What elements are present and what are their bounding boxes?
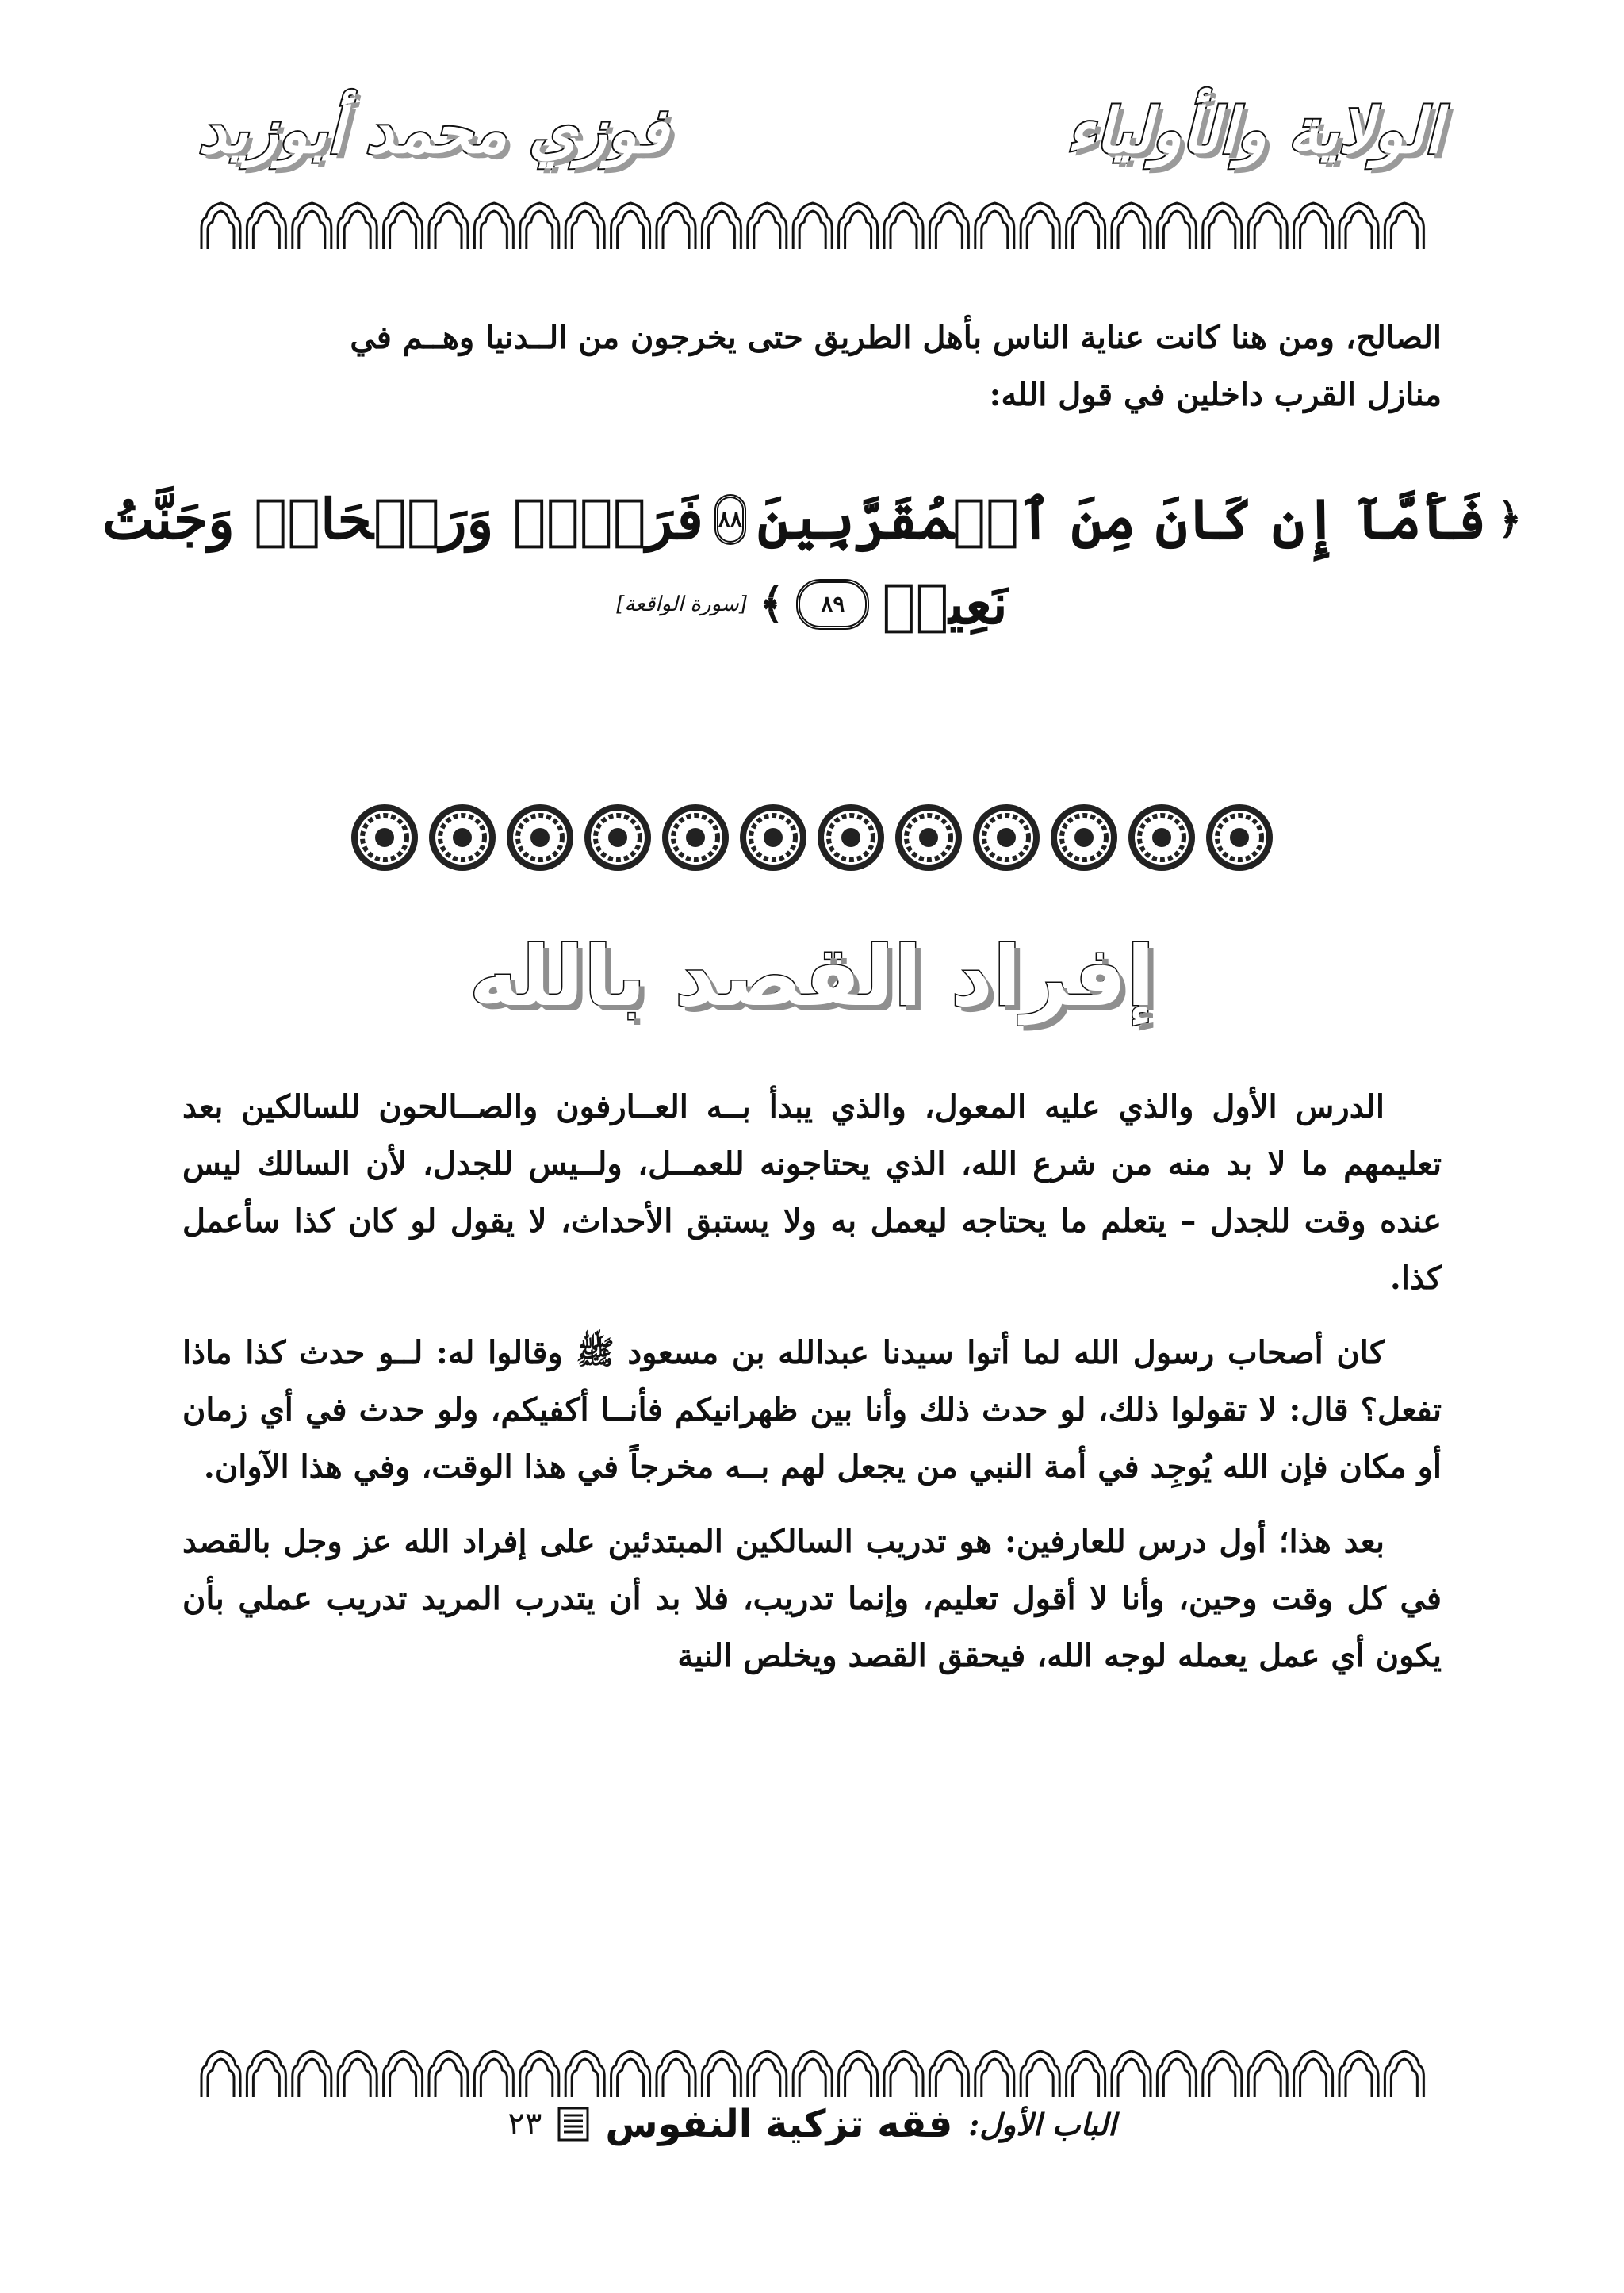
paragraph: بعد هذا؛ أول درس للعارفين: هو تدريب السالكين المبتدئين على إفراد الله عز وجل بالقصد في كل وقت وحين، وأنا لا أقول تعليم، وإنما تدريب، فلا بد أن يتدرب المريد تدريب عملي بأن يكون أي عمل يعمله لوجه الله، فيحقق القصد ويخلص النية bbox=[182, 1523, 1442, 1674]
footer-book-title: فقه تزكية النفوس bbox=[605, 2102, 953, 2146]
body-text bbox=[182, 1079, 1442, 1702]
paragraph: الدرس الأول والذي عليه المعول، والذي يبدأ بــه العــارفون والصــالحون للسالكين بعد تعليمهم ما لا بد منه من شرع الله، الذي يحتاجونه للعمــل، ولــيس للجدل، لأن السالك ليس عنده وقت للجدل – يتعلم ما يحتاجه ليعمل به ولا يستبق الأحداث، لا يقول لو كان كذا سأعمل كذا. bbox=[182, 1088, 1442, 1297]
verse-line-2 bbox=[182, 571, 1442, 637]
quran-verse bbox=[102, 476, 1522, 637]
surah-reference: [سورة الواقعة] bbox=[616, 592, 747, 616]
verse-open-bracket: ﴿ bbox=[1497, 495, 1522, 543]
ornament-medallion-icon bbox=[426, 801, 499, 874]
page-header bbox=[182, 95, 1442, 190]
ayah-number-89: ٨٩ bbox=[796, 579, 869, 630]
ornament-medallion-icon bbox=[970, 801, 1043, 874]
ornament-medallion-icon bbox=[1203, 801, 1276, 874]
ornament-medallion-icon bbox=[1048, 801, 1120, 874]
author-name: فوزي محمد أبوزيد bbox=[198, 95, 668, 167]
ornament-medallion-icon bbox=[659, 801, 732, 874]
paragraph: كان أصحاب رسول الله لما أتوا سيدنا عبدالله بن مسعود ﷺ وقالوا له: لــو حدث كذا ماذا تفعل؟ قال: لا تقولوا ذلك، لو حدث ذلك وأنا بين ظهرانيكم فأنــا أكفيكم، ولو حدث في أي زمان أو مكان فإن الله يُوجِد في أمة النبي من يجعل لهم بــه مخرجاً في هذا الوقت، وفي هذا الآوان. bbox=[182, 1334, 1442, 1486]
ayah-number-88: ٨٨ bbox=[714, 494, 746, 545]
verse-text-part-2: فَرَوۡحٞ وَرَيۡحَانٞ وَجَنَّتُ bbox=[102, 486, 703, 552]
intro-paragraph bbox=[182, 309, 1442, 424]
verse-close-bracket: ﴾ bbox=[759, 580, 784, 628]
verse-text-part-1: فَأَمَّآ إِن كَانَ مِنَ ٱلۡمُقَرَّبِينَ bbox=[756, 486, 1487, 552]
arch-border-top bbox=[198, 197, 1427, 252]
arch-border-bottom bbox=[198, 2045, 1427, 2100]
ornament-medallion-icon bbox=[737, 801, 810, 874]
book-title: الولاية والأولياء bbox=[1066, 95, 1442, 167]
ornament-medallion-icon bbox=[814, 801, 887, 874]
page-footer bbox=[0, 2102, 1624, 2146]
ornament-medallion-icon bbox=[348, 801, 421, 874]
ornament-medallion-icon bbox=[504, 801, 576, 874]
page-number: ٢٣ bbox=[508, 2106, 542, 2142]
ornament-medallion-icon bbox=[1125, 801, 1198, 874]
chapter-label: الباب الأول: bbox=[968, 2106, 1116, 2142]
section-title: إفراد القصد بالله bbox=[469, 928, 1155, 1025]
ornament-divider bbox=[0, 801, 1624, 874]
ornament-medallion-icon bbox=[892, 801, 965, 874]
ornament-medallion-icon bbox=[581, 801, 654, 874]
intro-line-1: الصالح، ومن هنا كانت عناية الناس بأهل الطريق حتى يخرجون من الــدنيا وهــم في bbox=[350, 319, 1442, 356]
intro-line-2: منازل القرب داخلين في قول الله: bbox=[989, 376, 1442, 413]
verse-text-part-3: نَعِيمٖ bbox=[882, 571, 1008, 637]
verse-line-1 bbox=[102, 476, 1522, 563]
page-list-icon bbox=[557, 2107, 589, 2142]
